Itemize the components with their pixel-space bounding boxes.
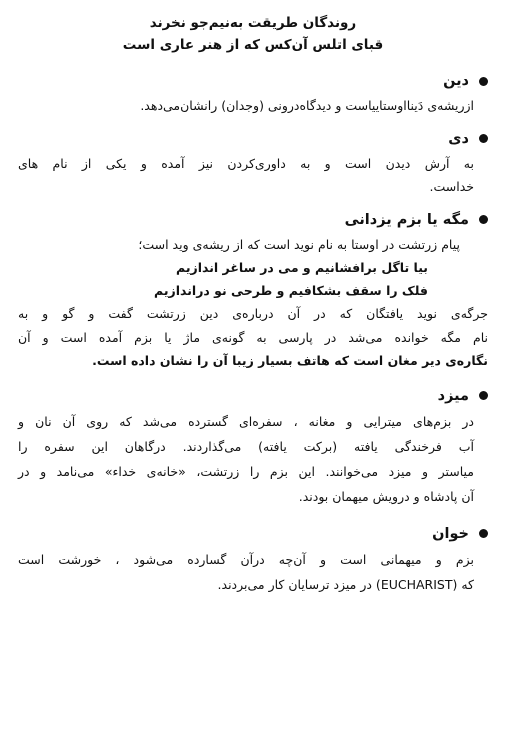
section-heading: [18, 209, 488, 231]
section-din: [18, 70, 488, 118]
header-verse-2: قبای اتلس آن‌کس که از هنر عاری است: [122, 37, 384, 53]
section-paragraph: [18, 94, 488, 118]
paragraph-line: آن پادشاه و درویش میهمان بودند.: [298, 488, 474, 504]
section-heading: [18, 128, 488, 150]
section-paragraph: [18, 547, 488, 597]
section-title: دین: [443, 73, 469, 89]
section-khan: [18, 523, 488, 597]
bullet-icon: [479, 215, 488, 224]
bullet-icon: [479, 529, 488, 538]
paragraph-line: آب فرخندگی یافته (برکت یافته) می‌گذاردند. درگاهان این سفره را: [18, 438, 474, 454]
section-title: مگه یا بزم یزدانی: [344, 211, 469, 228]
header-verse-1: روندگان طریقت به‌نیم‌جو نخرند: [149, 15, 357, 31]
section-paragraph: [18, 409, 488, 509]
bullet-icon: [479, 134, 488, 143]
bullet-icon: [479, 391, 488, 400]
paragraph-line: نام مگه خوانده می‌شد در پارسی به گونه‌ی ماژ یا بزم آمده است و آن: [18, 329, 488, 345]
section-paragraph: [18, 302, 488, 373]
section-title: خوان: [432, 525, 469, 542]
section-heading: [18, 385, 488, 407]
section-intro: [18, 233, 488, 257]
paragraph-line: میاستر و میزد می‌خوانند. این بزم را زرتشت، «خانه‌ی خداء» می‌نامد و در: [18, 463, 474, 479]
section-mage: [18, 209, 488, 373]
section-title: میزد: [437, 387, 469, 404]
paragraph-line: به آرش دیدن است و به داوری‌کردن نیز آمده و یکی از نام های: [18, 155, 474, 171]
poem-line: فلک را سقف بشکافیم و طرحی نو دراندازیم: [154, 283, 428, 298]
paragraph-line: پیام زرتشت در اوستا به نام نوید است که از ریشه‌ی وید است؛: [138, 236, 460, 252]
poem-block: [18, 256, 488, 302]
section-paragraph: [18, 152, 488, 199]
section-mizd: [18, 385, 488, 509]
section-heading: [18, 523, 488, 545]
section-di: [18, 128, 488, 199]
paragraph-line: خداست.: [429, 179, 474, 194]
bullet-icon: [479, 77, 488, 86]
section-heading: [18, 70, 488, 92]
section-title: دی: [448, 130, 469, 147]
paragraph-line: که (EUCHARIST) در میزد ترسایان کار می‌بردند.: [217, 576, 474, 592]
paragraph-line: ازریشه‌ی دَینااوستاییاست و دیدگاه‌درونی (وجدان) رانشان‌می‌دهد.: [140, 98, 474, 113]
paragraph-line: نگاره‌ی دیر مغان است که هاتف بسیار زیبا آن را نشان داده است.: [92, 353, 488, 368]
paragraph-line: در بزم‌های میترایی و مغانه ، سفره‌ای گسترده می‌شد که روی آن نان و: [18, 413, 474, 429]
poem-line: بیا تاگل برافشانیم و می در ساغر اندازیم: [176, 260, 428, 275]
paragraph-line: جرگه‌ی نوید یافتگان که در آن درباره‌ی دین زرتشت گفت و گو و به: [18, 306, 488, 321]
paragraph-line: بزم و میهمانی است و آن‌چه درآن گسارده می‌شود ، خورشت است: [18, 551, 474, 567]
